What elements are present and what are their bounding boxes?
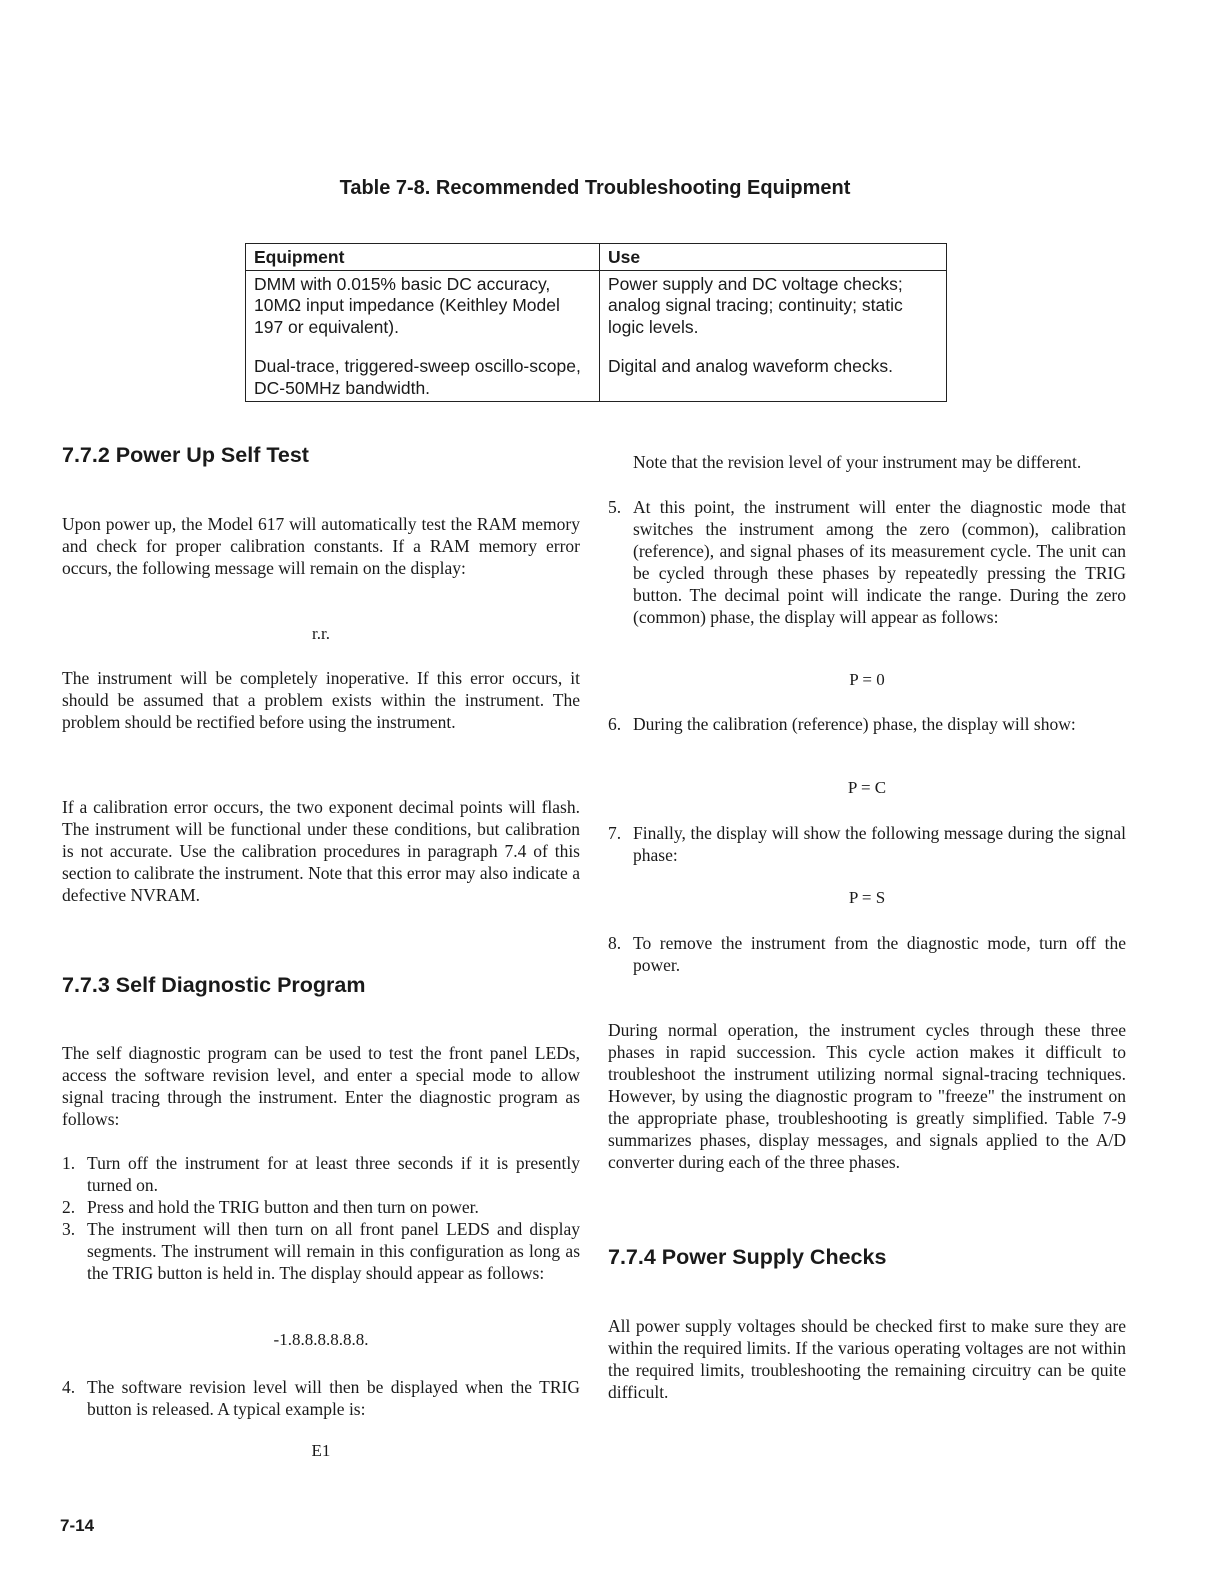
list-item [62, 1152, 580, 1196]
step-text: At this point, the instrument will enter the diagnostic mode that switches the instrument among the zero (common), calibration (reference), and signal phases of its measurement cycle. The unit can be cycled through these phases by repeatedly pressing the TRIG button. The decimal point will indicate the range. During the zero (common) phase, the display will appear as follows: [633, 497, 1126, 627]
display-message-ps: P = S [848, 888, 886, 907]
table-cell-use: Digital and analog waveform checks. [600, 350, 947, 402]
step-number: 6. [608, 714, 622, 734]
paragraph-normal-operation: During normal operation, the instrument cycles through these three phases in rapid succession. This cycle action makes it difficult to troubleshoot the instrument utilizing normal signal-tracing techniques. However, by using the diagnostic program to "freeze" the instrument on the appropriate phase, troubleshooting is greatly simplified. Table 7-9 summarizes phases, display messages, and signals applied to the A/D converter during each of the three phases. [608, 1020, 1126, 1172]
list-item [608, 713, 1126, 735]
column-header-equipment: Equipment [246, 244, 600, 271]
step-number: 1. [62, 1153, 76, 1173]
step-text: Turn off the instrument for at least three seconds if it is presently turned on. [87, 1153, 580, 1195]
page-number: 7-14 [60, 1516, 95, 1535]
equipment-table [245, 243, 947, 402]
display-message-revision: E1 [311, 1441, 331, 1460]
section-heading-7-7-4: 7.7.4 Power Supply Checks [608, 1245, 887, 1269]
step-text: During the calibration (reference) phase, the display will show: [633, 714, 1076, 734]
table-row [246, 350, 947, 402]
step-number: 2. [62, 1197, 76, 1217]
step-number: 7. [608, 823, 622, 843]
column-header-use: Use [600, 244, 947, 271]
step-text: The instrument will then turn on all front panel LEDS and display segments. The instrument will remain in this configuration as long as the TRIG button is held in. The display should appear as follows: [87, 1219, 580, 1283]
section-heading-7-7-2: 7.7.2 Power Up Self Test [62, 443, 309, 467]
paragraph-diagnostic-intro: The self diagnostic program can be used to test the front panel LEDs, access the software revision level, and enter a special mode to allow signal tracing through the instrument. Enter the diagnostic program as follows: [62, 1043, 580, 1129]
list-item [608, 496, 1126, 628]
step-text: To remove the instrument from the diagnostic mode, turn off the power. [633, 933, 1126, 975]
display-message-p0: P = 0 [849, 670, 885, 689]
section-heading-7-7-3: 7.7.3 Self Diagnostic Program [62, 973, 366, 997]
list-item [62, 1376, 580, 1420]
diagnostic-steps-step7 [608, 822, 1126, 866]
table-title: Table 7-8. Recommended Troubleshooting Equipment [339, 177, 851, 199]
list-item [62, 1196, 580, 1218]
step-number: 8. [608, 933, 622, 953]
paragraph-power-up: Upon power up, the Model 617 will automatically test the RAM memory and check for proper calibration constants. If a RAM memory error occurs, the following message will remain on the display: [62, 514, 580, 578]
table-cell-equipment: DMM with 0.015% basic DC accuracy, 10MΩ input impedance (Keithley Model 197 or equivalent). [246, 270, 600, 350]
diagnostic-steps-left [62, 1152, 580, 1284]
table-cell-equipment: Dual-trace, triggered-sweep oscillo-scope, DC-50MHz bandwidth. [246, 350, 600, 402]
table-header-row [246, 244, 947, 271]
paragraph-revision-note: Note that the revision level of your instrument may be different. [633, 452, 1082, 472]
step-number: 5. [608, 497, 622, 517]
diagnostic-steps-step8 [608, 932, 1126, 976]
diagnostic-steps-step6 [608, 713, 1126, 735]
step-text: The software revision level will then be displayed when the TRIG button is released. A typical example is: [87, 1377, 580, 1419]
list-item [62, 1218, 580, 1284]
step-text: Finally, the display will show the following message during the signal phase: [633, 823, 1126, 865]
list-item [608, 822, 1126, 866]
paragraph-calibration-error: If a calibration error occurs, the two exponent decimal points will flash. The instrument will be functional under these conditions, but calibration is not accurate. Use the calibration procedures in paragraph 7.4 of this section to calibrate the instrument. Note that this error may also indicate a defective NVRAM. [62, 797, 580, 905]
display-message-rr: r.r. [312, 624, 330, 643]
display-message-pc: P = C [847, 778, 887, 797]
list-item [608, 932, 1126, 976]
diagnostic-steps-step4 [62, 1376, 580, 1420]
table-cell-use: Power supply and DC voltage checks; analog signal tracing; continuity; static logic levels. [600, 270, 947, 350]
paragraph-power-supply: All power supply voltages should be checked first to make sure they are within the required limits. If the various operating voltages are not within the required limits, troubleshooting the remaining circuitry can be quite difficult. [608, 1316, 1126, 1402]
paragraph-inoperative: The instrument will be completely inoperative. If this error occurs, it should be assumed that a problem exists within the instrument. The problem should be rectified before using the instrument. [62, 668, 580, 732]
table-row [246, 270, 947, 350]
diagnostic-steps-step5 [608, 496, 1126, 628]
step-number: 4. [62, 1377, 76, 1397]
step-text: Press and hold the TRIG button and then turn on power. [87, 1197, 479, 1217]
display-message-segments: -1.8.8.8.8.8.8. [273, 1330, 369, 1349]
step-number: 3. [62, 1219, 76, 1239]
